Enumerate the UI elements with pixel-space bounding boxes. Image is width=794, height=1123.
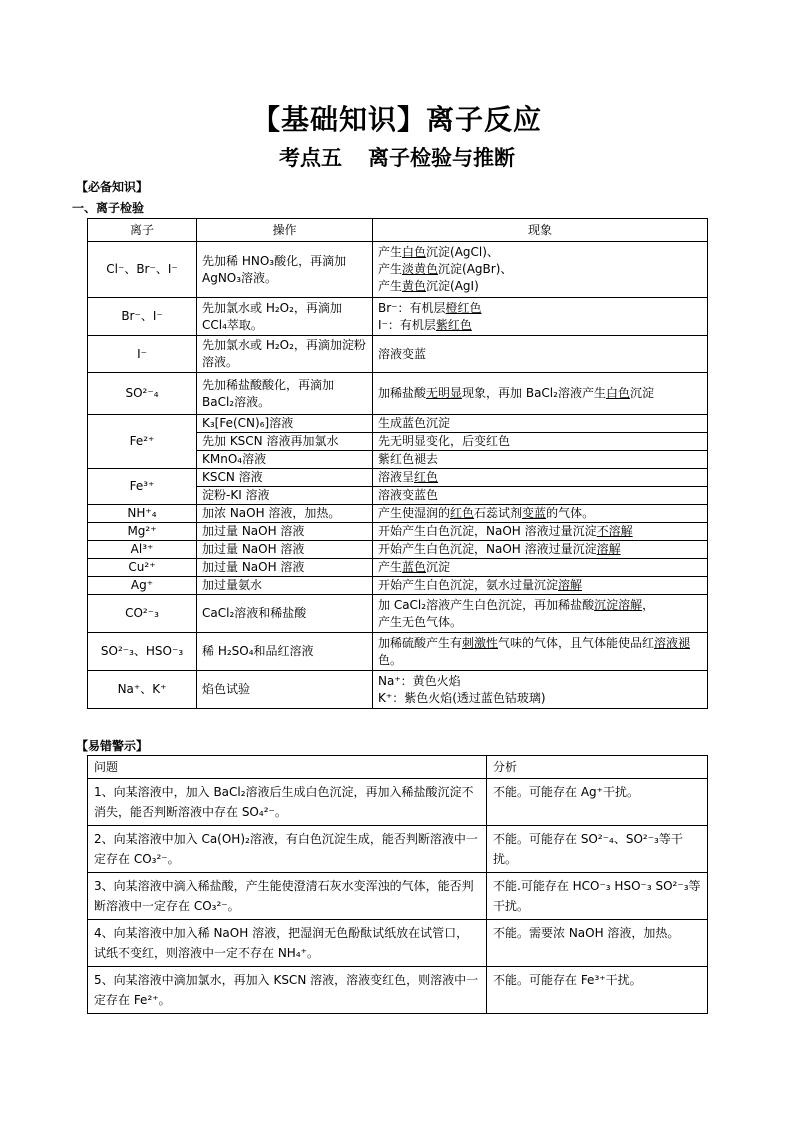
header-analysis: 分析	[487, 756, 708, 779]
underlined-text: 溶解	[596, 542, 621, 556]
underlined-text: 刺激性	[462, 635, 499, 650]
text: 产生	[378, 245, 403, 259]
table-row	[88, 779, 708, 826]
text: 开始产生白色沉淀，氨水过量沉淀	[378, 578, 559, 592]
operation-cell: K₃[Fe(CN)₆]溶液	[197, 415, 373, 433]
phenomenon-cell: 生成蓝色沉淀	[373, 415, 708, 433]
text: Br⁻：有机层	[378, 300, 446, 315]
operation-cell: 先加稀 HNO₃酸化，再滴加 AgNO₃溶液。	[197, 242, 373, 298]
subtitle-topic-number: 考点五	[279, 146, 342, 170]
underlined-text: 白色	[402, 245, 427, 259]
underlined-text: 溶解	[558, 578, 583, 592]
text: 加稀硫酸产生有	[378, 635, 463, 650]
table-row	[88, 298, 708, 336]
header-phenomenon: 现象	[373, 219, 708, 242]
ion-cell: Al³⁺	[88, 541, 197, 559]
operation-cell: 加过量氨水	[197, 577, 373, 595]
phenomenon-cell	[373, 469, 708, 487]
section-common-mistakes: 【易错警示】	[76, 739, 149, 753]
phenomenon-cell	[373, 373, 708, 415]
analysis-cell: 不能。需要浓 NaOH 溶液，加热。	[487, 920, 708, 967]
phenomenon-cell	[373, 298, 708, 336]
page-title: 【基础知识】离子反应	[251, 103, 542, 136]
operation-cell: 先加氯水或 H₂O₂，再滴加 CCl₄萃取。	[197, 298, 373, 336]
underlined-text: 白色	[605, 386, 630, 400]
phenomenon-cell	[373, 577, 708, 595]
underlined-text: 蓝色	[402, 560, 427, 574]
text: 色。	[378, 652, 403, 667]
table-row	[88, 373, 708, 415]
text: 加稀盐酸	[378, 386, 427, 400]
ion-cell: Fe²⁺	[88, 415, 197, 469]
underlined-text: 沉淀溶解	[594, 597, 643, 612]
table-row	[88, 469, 708, 487]
table-row	[88, 523, 708, 541]
header-operation: 操作	[197, 219, 373, 242]
section-ion-test: 一、离子检验	[72, 201, 145, 215]
text: 开始产生白色沉淀，NaOH 溶液过量沉淀	[378, 542, 597, 556]
text: K⁺：紫色火焰(透过蓝色钴玻璃)	[378, 690, 546, 705]
table-header-row	[88, 756, 708, 779]
underlined-text: 淡黄色	[402, 262, 439, 276]
phenomenon-cell	[373, 242, 708, 298]
operation-cell: 先加 KSCN 溶液再加氯水	[197, 433, 373, 451]
table-row	[88, 873, 708, 920]
text: 沉淀(AgI)	[426, 279, 479, 293]
question-cell: 5、向某溶液中滴加氯水，再加入 KSCN 溶液，溶液变红色，则溶液中一定存在 Fe²⁺。	[88, 967, 487, 1014]
phenomenon-cell: 溶液变蓝色	[373, 487, 708, 505]
table-row	[88, 559, 708, 577]
text: 沉淀	[629, 386, 654, 400]
ion-cell: Ag⁺	[88, 577, 197, 595]
table-row	[88, 415, 708, 433]
text: 的气体。	[546, 506, 595, 520]
ion-cell: Mg²⁺	[88, 523, 197, 541]
operation-cell: KMnO₄溶液	[197, 451, 373, 469]
text: 沉淀(AgBr)、	[438, 262, 513, 276]
ion-cell: CO²⁻₃	[88, 595, 197, 633]
analysis-cell: 不能。可能存在 Ag⁺干扰。	[487, 779, 708, 826]
table-header-row	[88, 219, 708, 242]
question-cell: 3、向某溶液中滴入稀盐酸，产生能使澄清石灰水变浑浊的气体，能否判断溶液中一定存在 CO₃²⁻。	[88, 873, 487, 920]
analysis-cell: 不能.可能存在 HCO⁻₃ HSO⁻₃ SO²⁻₃等干扰。	[487, 873, 708, 920]
ion-cell: I⁻	[88, 336, 197, 373]
table-row	[88, 505, 708, 523]
text: 产生无色气体。	[378, 614, 463, 629]
ion-cell: Cu²⁺	[88, 559, 197, 577]
table-row	[88, 633, 708, 671]
subtitle-topic-name: 离子检验与推断	[368, 146, 515, 170]
underlined-text: 红色	[414, 470, 439, 484]
table-row	[88, 336, 708, 373]
underlined-text: 不溶解	[596, 524, 633, 538]
ion-cell: NH⁺₄	[88, 505, 197, 523]
phenomenon-cell	[373, 671, 708, 709]
phenomenon-cell	[373, 595, 708, 633]
table-row	[88, 577, 708, 595]
text: 沉淀(AgCl)、	[426, 245, 499, 259]
header-ion: 离子	[88, 219, 197, 242]
table-row	[88, 242, 708, 298]
text: 溶液呈	[378, 470, 415, 484]
ion-cell: SO²⁻₄	[88, 373, 197, 415]
table-row	[88, 671, 708, 709]
header-question: 问题	[88, 756, 487, 779]
ion-cell: Na⁺、K⁺	[88, 671, 197, 709]
ion-cell: Cl⁻、Br⁻、I⁻	[88, 242, 197, 298]
text: 产生	[378, 560, 403, 574]
text: 气味的气体，且气体能使品红	[498, 635, 655, 650]
text: 沉淀	[426, 560, 451, 574]
phenomenon-cell	[373, 523, 708, 541]
operation-cell: 加过量 NaOH 溶液	[197, 541, 373, 559]
table-row	[88, 967, 708, 1014]
question-cell: 2、向某溶液中加入 Ca(OH)₂溶液，有白色沉淀生成，能否判断溶液中一定存在 CO₃²⁻。	[88, 826, 487, 873]
operation-cell: 淀粉-KI 溶液	[197, 487, 373, 505]
underlined-text: 无明显	[426, 386, 463, 400]
operation-cell: 焰色试验	[197, 671, 373, 709]
ion-cell: Fe³⁺	[88, 469, 197, 505]
phenomenon-cell: 先无明显变化，后变红色	[373, 433, 708, 451]
text: 产生使湿润的	[378, 506, 451, 520]
ion-cell: Br⁻、I⁻	[88, 298, 197, 336]
section-required-knowledge: 【必备知识】	[76, 180, 149, 194]
phenomenon-cell	[373, 559, 708, 577]
text: 石蕊试剂	[474, 506, 523, 520]
text: 产生	[378, 262, 403, 276]
operation-cell: 加过量 NaOH 溶液	[197, 559, 373, 577]
operation-cell: KSCN 溶液	[197, 469, 373, 487]
operation-cell: 加过量 NaOH 溶液	[197, 523, 373, 541]
table-row	[88, 920, 708, 967]
text: 产生	[378, 279, 403, 293]
ion-cell: SO²⁻₃、HSO⁻₃	[88, 633, 197, 671]
operation-cell: 加浓 NaOH 溶液，加热。	[197, 505, 373, 523]
underlined-text: 溶液褪	[654, 635, 691, 650]
table-row	[88, 595, 708, 633]
analysis-cell: 不能。可能存在 SO²⁻₄、SO²⁻₃等干扰。	[487, 826, 708, 873]
table-row	[88, 541, 708, 559]
text: 现象，再加 BaCl₂溶液产生	[462, 386, 606, 400]
operation-cell: 先加氯水或 H₂O₂，再滴加淀粉溶液。	[197, 336, 373, 373]
warning-table	[87, 755, 708, 1014]
underlined-text: 变蓝	[522, 506, 547, 520]
underlined-text: 红色	[450, 506, 475, 520]
phenomenon-cell	[373, 541, 708, 559]
operation-cell: 先加稀盐酸酸化，再滴加 BaCl₂溶液。	[197, 373, 373, 415]
underlined-text: 橙红色	[445, 300, 482, 315]
table-row	[88, 826, 708, 873]
question-cell: 4、向某溶液中加入稀 NaOH 溶液，把湿润无色酚酞试纸放在试管口，试纸不变红，则溶液中一定不存在 NH₄⁺。	[88, 920, 487, 967]
underlined-text: 紫红色	[435, 317, 472, 332]
page-subtitle	[0, 142, 794, 172]
ion-test-table	[87, 218, 708, 709]
underlined-text: 黄色	[402, 279, 427, 293]
text: 加 CaCl₂溶液产生白色沉淀，再加稀盐酸	[378, 597, 595, 612]
phenomenon-cell	[373, 505, 708, 523]
text: Na⁺：黄色火焰	[378, 673, 461, 688]
text: I⁻：有机层	[378, 317, 436, 332]
analysis-cell: 不能。可能存在 Fe³⁺干扰。	[487, 967, 708, 1014]
operation-cell: 稀 H₂SO₄和品红溶液	[197, 633, 373, 671]
text: 开始产生白色沉淀，NaOH 溶液过量沉淀	[378, 524, 597, 538]
phenomenon-cell	[373, 633, 708, 671]
phenomenon-cell: 溶液变蓝	[373, 336, 708, 373]
text: ，	[642, 597, 655, 612]
question-cell: 1、向某溶液中，加入 BaCl₂溶液后生成白色沉淀，再加入稀盐酸沉淀不消失，能否判断溶液中存在 SO₄²⁻。	[88, 779, 487, 826]
operation-cell: CaCl₂溶液和稀盐酸	[197, 595, 373, 633]
phenomenon-cell: 紫红色褪去	[373, 451, 708, 469]
